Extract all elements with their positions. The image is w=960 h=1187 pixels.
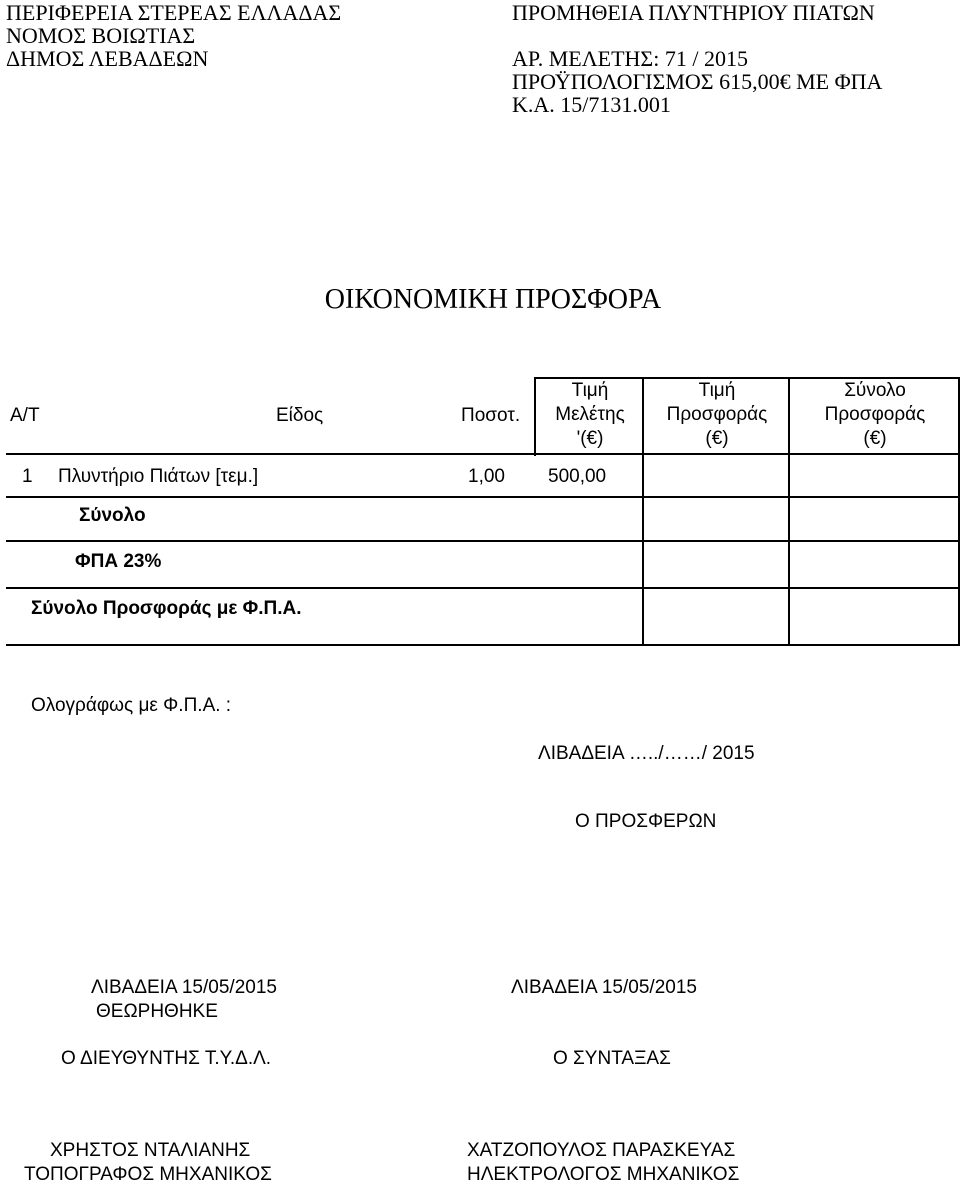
col-header-synolo-line1: Σύνολο — [844, 380, 906, 401]
header-right-block — [512, 2, 882, 117]
header-municipality: ΔΗΜΟΣ ΛΕΒΑΔΕΩΝ — [6, 46, 209, 71]
row-eidos: Πλυντήριο Πιάτων [τεμ.] — [58, 466, 259, 487]
sig-right-name: ΧΑΤΖΟΠΟΥΛΟΣ ΠΑΡΑΣΚΕΥΑΣ — [467, 1140, 736, 1161]
row-posot: 1,00 — [468, 466, 505, 487]
col-header-timi-prosforas-line1: Τιμή — [698, 380, 736, 401]
ologrofos-label: Ολογράφως με Φ.Π.Α. : — [31, 695, 232, 716]
row-bottom-border — [6, 496, 960, 498]
col-header-synolo-line3: (€) — [863, 428, 887, 449]
header-budget: ΠΡΟΫΠΟΛΟΓΙΣΜΟΣ 615,00€ ΜΕ ΦΠΑ — [512, 69, 883, 94]
col-header-synolo-prosforas — [790, 379, 960, 451]
sig-left-title: ΤΟΠΟΓΡΑΦΟΣ ΜΗΧΑΝΙΚΟΣ — [24, 1164, 272, 1185]
prosferon-label: Ο ΠΡΟΣΦΕΡΩΝ — [575, 811, 717, 832]
date-line: ΛΙΒΑΔΕΙΑ …../……/ 2015 — [538, 743, 755, 764]
fpa-label: ΦΠΑ 23% — [75, 551, 162, 572]
col-header-eidos: Είδος — [276, 405, 324, 426]
fpa-bottom-border — [6, 587, 960, 589]
col-header-timi-meletis-line3: '(€) — [576, 428, 604, 449]
sig-left-name: ΧΡΗΣΤΟΣ ΝΤΑΛΙΑΝΗΣ — [50, 1140, 251, 1161]
col-header-posot: Ποσοτ. — [461, 405, 521, 426]
sig-right-date: ΛΙΒΑΔΕΙΑ 15/05/2015 — [511, 977, 697, 998]
col-header-timi-prosforas — [644, 379, 790, 451]
col-header-timi-prosforas-line3: (€) — [705, 428, 729, 449]
col-header-timi-meletis — [536, 379, 644, 451]
header-spacer — [512, 25, 882, 48]
sig-left-role: Ο ΔΙΕΥΘΥΝΤΗΣ Τ.Υ.Δ.Λ. — [61, 1048, 272, 1069]
sig-left-note: ΘΕΩΡΗΘΗΚΕ — [96, 1001, 218, 1022]
header-prefecture: ΝΟΜΟΣ ΒΟΙΩΤΙΑΣ — [6, 23, 196, 48]
header-study-number: ΑΡ. ΜΕΛΕΤΗΣ: 71 / 2015 — [512, 46, 748, 71]
col-header-timi-meletis-line1: Τιμή — [571, 380, 609, 401]
sig-right-role: Ο ΣΥΝΤΑΞΑΣ — [553, 1048, 671, 1069]
synolo-bottom-border — [6, 540, 960, 542]
sig-left-date: ΛΙΒΑΔΕΙΑ 15/05/2015 — [91, 977, 277, 998]
col-header-timi-meletis-line2: Μελέτης — [555, 404, 625, 425]
row-timi-meletis: 500,00 — [548, 466, 607, 487]
col-header-at: Α/Τ — [10, 405, 40, 426]
header-left-block — [6, 2, 341, 71]
header-bottom-border — [6, 453, 960, 455]
synolo-label: Σύνολο — [79, 505, 146, 526]
page-title: ΟΙΚΟΝΟΜΙΚΗ ΠΡΟΣΦΟΡΑ — [324, 284, 662, 315]
sig-right-title: ΗΛΕΚΤΡΟΛΟΓΟΣ ΜΗΧΑΝΙΚΟΣ — [467, 1164, 740, 1185]
header-project: ΠΡΟΜΗΘΕΙΑ ΠΛΥΝΤΗΡΙΟΥ ΠΙΑΤΩΝ — [512, 0, 875, 25]
table-bottom-border — [6, 644, 960, 646]
row-at: 1 — [22, 466, 33, 487]
synolo-fpa-label: Σύνολο Προσφοράς με Φ.Π.Α. — [31, 598, 302, 619]
col-header-synolo-line2: Προσφοράς — [824, 404, 926, 425]
header-ka: Κ.Α. 15/7131.001 — [512, 92, 671, 117]
col-header-timi-prosforas-line2: Προσφοράς — [666, 404, 768, 425]
header-region: ΠΕΡΙΦΕΡΕΙΑ ΣΤΕΡΕΑΣ ΕΛΛΑΔΑΣ — [6, 0, 342, 25]
